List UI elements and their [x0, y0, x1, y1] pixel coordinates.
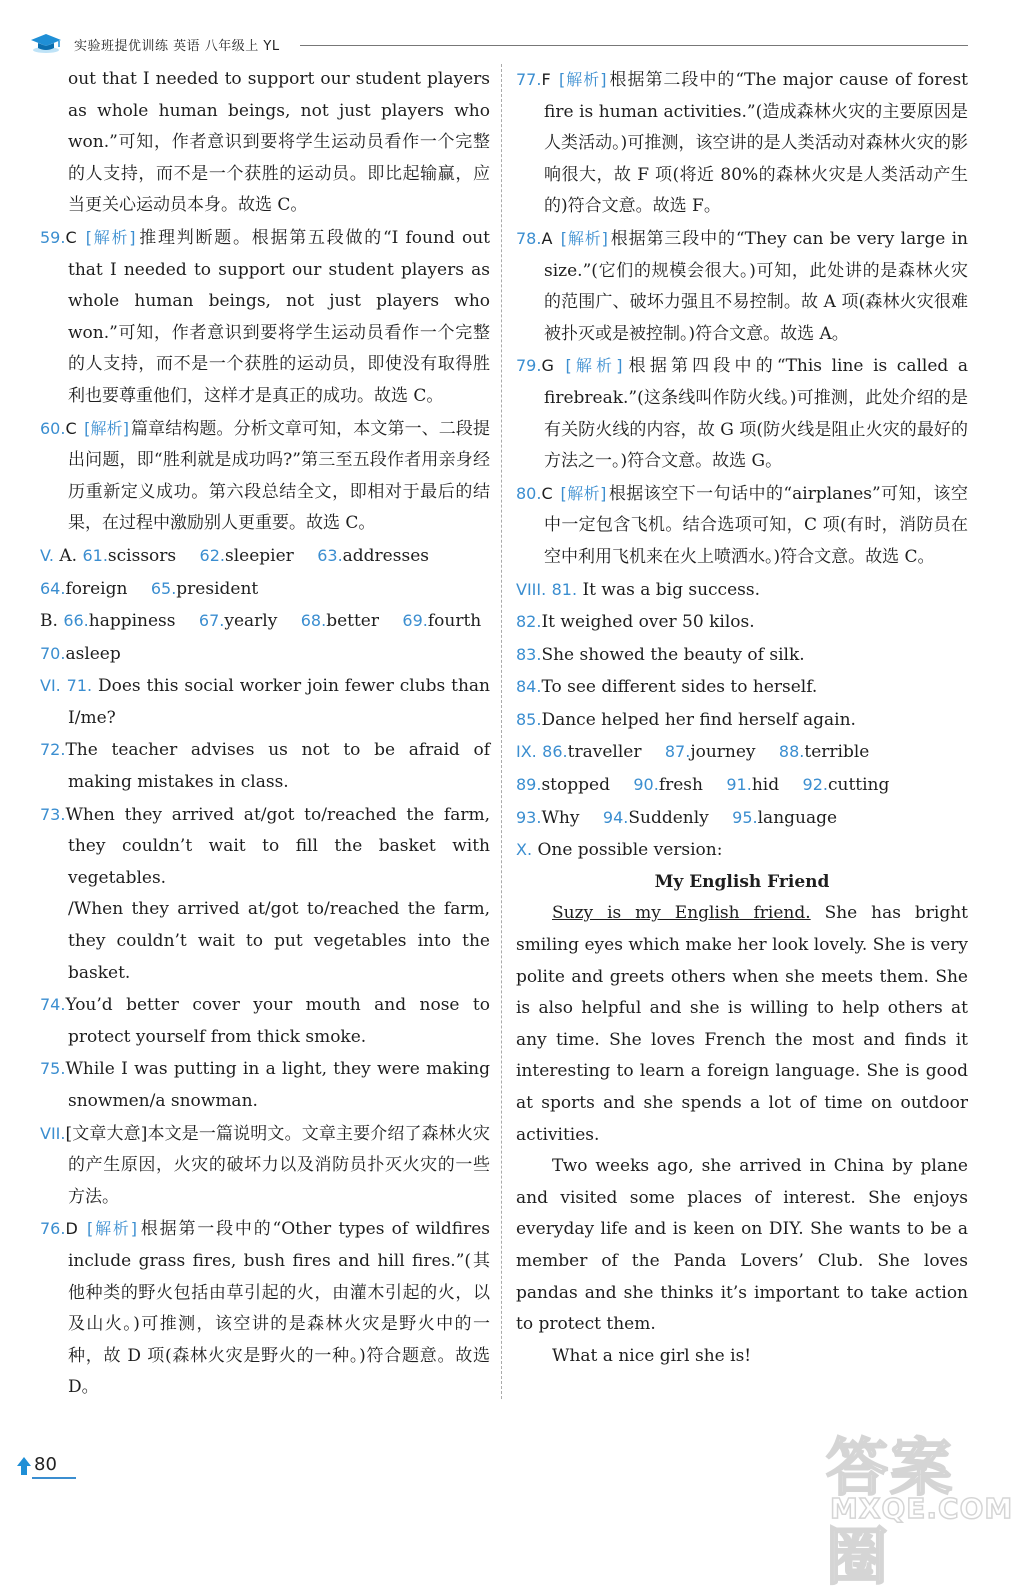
composition-title: My English Friend	[654, 871, 830, 892]
composition-paragraph-1: Suzy is my English friend. She has bright smiling eyes which make her look lovely. She is very polite and greets others when she meets them. She is also helpful and she is willing to help others at any time. She loves French the most and finds it interesting to learn a foreign language. She is good at sports and she spends a lot of time on outdoor activities.	[516, 903, 968, 1145]
composition-paragraph-3: What a nice girl she is!	[552, 1345, 752, 1366]
section-5-row-3: B. 66.happiness 67.yearly 68.better 69.fourth	[40, 611, 482, 632]
page-header	[28, 30, 968, 60]
answer-80: 80.C [解析] 根据该空下一句话中的“airplanes”可知，该空中一定包含飞机。结合选项可知，C 项(有时，消防员在空中利用飞机来在火上喷洒水。)符合文意。故选 C。	[516, 483, 968, 567]
analysis-tag: [解析]	[84, 418, 129, 438]
left-column	[40, 64, 490, 1404]
answer-78: 78.A [解析] 根据第三段中的“They can be very large in size.”(它们的规模会很大。)可知，此处讲的是森林火灾的范围广、破坏力强且不易控制。故 A 项(森林火灾很难被扑灭或是被控制。)符合文意。故选 A。	[516, 228, 968, 344]
page-number: 80	[34, 1454, 57, 1475]
analysis-tag: [解析]	[87, 1219, 137, 1239]
answer-72: 72.The teacher advises us not to be afraid of making mistakes in class.	[40, 740, 490, 793]
section-5-row-2: 64.foreign 65.president	[40, 578, 259, 599]
section-5-row-1: V. A. 61.scissors 62.sleepier 63.addresses	[40, 545, 429, 566]
answer-83: 83.She showed the beauty of silk.	[516, 644, 805, 665]
page-number-underline	[32, 1477, 76, 1479]
section-10-intro: X. One possible version:	[516, 840, 723, 861]
page-number-box	[16, 1452, 72, 1482]
graduation-cap-icon	[30, 32, 62, 54]
section-7-summary: VII.[文章大意]本文是一篇说明文。文章主要介绍了森林火灾的产生原因，火灾的破坏力以及消防员扑灭火灾的一些方法。	[40, 1123, 491, 1207]
answer-73: 73.When they arrived at/got to/reached the farm, they couldn’t wait to fill the basket with vegetables.	[40, 804, 490, 888]
watermark-logo: 答案圈 MXQE.COM	[826, 1431, 1014, 1593]
section-9-row-3: 93.Why 94.Suddenly 95.language	[516, 807, 838, 828]
column-divider	[501, 64, 502, 1399]
header-rule	[300, 45, 968, 46]
section-9-row-1: IX. 86.traveller 87.journey 88.terrible	[516, 742, 870, 763]
answer-82: 82.It weighed over 50 kilos.	[516, 612, 755, 633]
up-arrow-icon	[16, 1456, 32, 1476]
analysis-tag: [解析]	[560, 483, 607, 503]
analysis-tag: [解析]	[85, 227, 136, 247]
composition-paragraph-2: Two weeks ago, she arrived in China by plane and visited some places of interest. She enjoys everyday life and is keen on DIY. She wants to be a member of the Panda Lovers’ Club. She loves pandas and she thinks it’s important to take action to protect them.	[516, 1156, 968, 1335]
answer-75: 75.While I was putting in a light, they were making snowmen/a snowman.	[40, 1059, 490, 1111]
answer-73-alt: /When they arrived at/got to/reached the farm, they couldn’t wait to put vegetables into the basket.	[68, 899, 490, 983]
answer-77: 77.F [解析] 根据第二段中的“The major cause of forest fire is human activities.”(造成森林火灾的主要原因是人类活动。)可推测，该空讲的是人类活动对森林火灾的影响很大，故 F 项(将近 80%的森林火灾是人类活动产生的)符合文意。故选 F。	[516, 70, 968, 217]
section-5-row-4: 70.asleep	[40, 643, 121, 664]
answer-76: 76.D [解析] 根据第一段中的“Other types of wildfires include grass fires, bush fires and hill fires.”(其他种类的野火包括由草引起的火，由灌木引起的火，以及山火。)可推测，该空讲的是森林火灾是野火中的一种，故 D 项(森林火灾是野火的一种。)符合题意。故选 D。	[40, 1219, 490, 1398]
answer-79: 79.G [解析] 根据第四段中的“This line is called a firebreak.”(这条线叫作防火线。)可推测，此处介绍的是有关防火线的内容，故 G 项(防火线是阻止火灾的最好的方法之一。)符合文意。故选 G。	[516, 356, 968, 472]
answer-71: VI. 71. Does this social worker join fewer clubs than I/me?	[40, 676, 491, 728]
analysis-tag: [解析]	[560, 228, 608, 248]
book-title: 实验班提优训练 英语 八年级上 YL	[74, 39, 280, 54]
answer-81: VIII. 81. It was a big success.	[516, 579, 760, 600]
answer-85: 85.Dance helped her find herself again.	[516, 709, 856, 730]
section-9-row-2: 89.stopped 90.fresh 91.hid 92.cutting	[516, 775, 890, 796]
answer-84: 84.To see different sides to herself.	[516, 677, 818, 698]
answer-60: 60.C [解析] 篇章结构题。分析文章可知，本文第一、二段提出问题，即“胜利就是成功吗?”第三至五段作者用亲身经历重新定义成功。第六段总结全文，即相对于最后的结果，在过程中激励别人更重要。故选 C。	[40, 418, 490, 534]
analysis-tag: [解析]	[559, 70, 607, 89]
right-column	[516, 64, 968, 1372]
answer-59: 59.C [解析] 推理判断题。根据第五段做的“I found out that I needed to support our student players as whole human beings, not just players who won.”可知，作者意识到要将学生运动员看作一个完整的人支持，而不是一个获胜的运动员，即使没有取得胜利也要尊重他们，这样才是真正的成功。故选 C。	[40, 227, 490, 406]
answer-58-continued: out that I needed to support our student players as whole human beings, not just players who won.”可知，作者意识到要将学生运动员看作一个完整的人支持，而不是一个获胜的运动员。即比起输赢，应当更关心运动员本身。故选 C。	[68, 69, 490, 216]
analysis-tag: [解析]	[565, 356, 623, 376]
answer-74: 74.You’d better cover your mouth and nose to protect yourself from thick smoke.	[40, 995, 490, 1047]
